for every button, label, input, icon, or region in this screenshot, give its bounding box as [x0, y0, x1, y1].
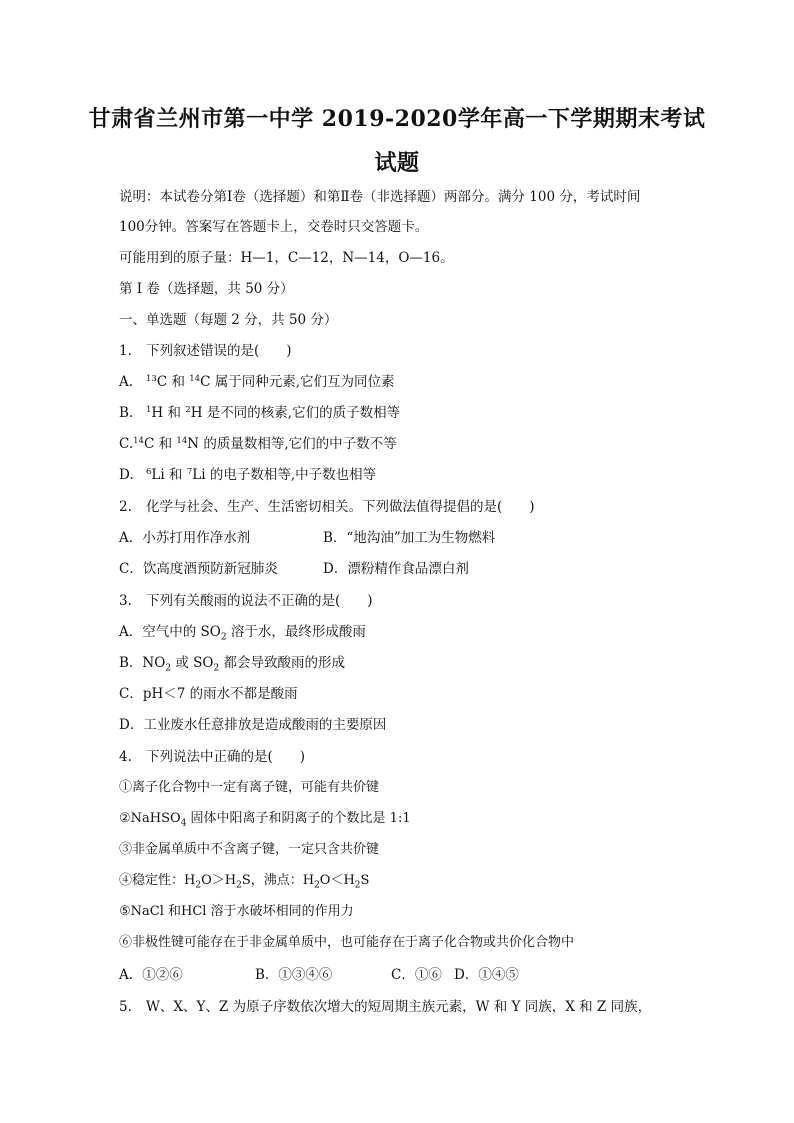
- mass-number: 14: [133, 436, 144, 446]
- atomic-mass-line: 可能用到的原子量：H—1，C—12，N—14，O—16。: [119, 250, 454, 266]
- q1-option-d: [119, 466, 679, 484]
- option-label: B.: [119, 405, 134, 421]
- q3-option-b: [119, 654, 679, 678]
- mass-number: 13: [146, 374, 157, 384]
- statement-text: O＞H: [201, 873, 237, 888]
- intro-line-2: 100分钟。答案写在答题卡上，交卷时只交答题卡。: [119, 219, 429, 235]
- element-symbol: H: [151, 405, 164, 421]
- subscript: 4: [180, 818, 187, 829]
- q4-statement-1: ①离子化合物中一定有离子键，可能有共价键: [119, 780, 380, 795]
- question-stem: 下列有关酸雨的说法不正确的是( ): [146, 593, 373, 609]
- q2-option-a: A．小苏打用作净水剂: [119, 530, 251, 546]
- q3-option-a: [119, 623, 679, 647]
- mass-number: 7: [186, 467, 193, 477]
- element-symbol: C: [200, 374, 211, 390]
- q4-option-c: C．①⑥: [391, 967, 442, 983]
- element-symbol: C: [143, 436, 155, 452]
- q4-statement-2: [119, 810, 679, 833]
- question-5: [119, 998, 679, 1016]
- part1-heading: 第 I 卷（选择题，共 50 分）: [119, 281, 294, 297]
- statement-text: ②NaHSO: [119, 811, 181, 826]
- option-text: 和: [154, 436, 177, 452]
- question-1: [119, 342, 679, 360]
- question-number: 1.: [119, 343, 132, 359]
- q4-statement-4: [119, 872, 679, 895]
- option-text: 或 SO: [171, 655, 214, 671]
- element-symbol: Li: [151, 467, 165, 483]
- q4-option-d: D．①④⑤: [454, 967, 519, 983]
- question-stem: W、X、Y、Z 为原子序数依次增大的短周期主族元素，W 和 Y 同族，X 和 Z 同族，: [146, 999, 652, 1015]
- option-text: A．空气中的 SO: [119, 624, 221, 640]
- statement-text: ④稳定性：H: [119, 873, 196, 888]
- statement-text: S: [360, 873, 370, 888]
- subscript: 2: [220, 632, 227, 643]
- option-text: 属于同种元素,它们互为同位素: [210, 374, 395, 390]
- element-symbol: N: [187, 436, 200, 452]
- option-text: 和: [164, 467, 187, 483]
- option-text: 溶于水，最终形成酸雨: [226, 624, 366, 640]
- option-text: 的电子数相等,中子数也相等: [205, 467, 377, 483]
- q4-statement-6: ⑥非极性键可能存在于非金属单质中，也可能存在于离子化合物或共价化合物中: [119, 935, 575, 950]
- q4-option-b: B．①③④⑥: [255, 967, 333, 983]
- q4-statement-3: ③非金属单质中不含离子键，一定只含共价键: [119, 842, 380, 857]
- question-stem: 下列叙述错误的是( ): [146, 343, 292, 359]
- q2-option-d: D．漂粉精作食品漂白剂: [323, 561, 469, 577]
- exam-title: 甘肃省兰州市第一中学 2019-2020学年高一下学期期末考试: [88, 106, 706, 132]
- element-symbol: C: [156, 374, 168, 390]
- subscript: 2: [213, 663, 220, 674]
- mass-number: 14: [189, 374, 201, 384]
- question-number: 2.: [119, 499, 132, 515]
- q3-option-d: D．工业废水任意排放是造成酸雨的主要原因: [119, 717, 387, 733]
- option-text: 的质量数相等,它们的中子数不等: [199, 436, 397, 452]
- question-stem: 化学与社会、生产、生活密切相关。下列做法值得提倡的是( ): [146, 499, 535, 515]
- option-text: 是不同的核素,它们的质子数相等: [202, 405, 401, 421]
- q1-option-a: [119, 373, 679, 391]
- q2-option-c: C．饮高度酒预防新冠肺炎: [119, 561, 278, 577]
- intro-line-1: 说明：本试卷分第Ⅰ卷（选择题）和第Ⅱ卷（非选择题）两部分。满分 100 分，考试时间: [119, 189, 641, 205]
- question-4: [119, 748, 679, 766]
- statement-text: 固体中阳离子和阴离子的个数比是 1:1: [186, 811, 411, 826]
- mass-number: 2: [185, 405, 191, 415]
- subscript: 2: [354, 880, 361, 891]
- q1-option-b: [119, 404, 679, 422]
- option-text: 和: [163, 405, 186, 421]
- subscript: 2: [314, 880, 320, 891]
- subscript: 2: [195, 880, 202, 891]
- option-label: C.: [119, 436, 134, 452]
- option-label: A.: [119, 374, 134, 390]
- subscript: 2: [165, 663, 172, 674]
- q3-option-c: C．pH＜7 的雨水不都是酸雨: [119, 686, 298, 702]
- statement-text: S，沸点：H: [241, 873, 315, 888]
- mass-number: 1: [146, 405, 152, 415]
- option-text: 和: [167, 374, 190, 390]
- mass-number: 6: [146, 467, 152, 477]
- element-symbol: H: [190, 405, 203, 421]
- statement-text: O＜H: [319, 873, 355, 888]
- q4-option-a: A．①②⑥: [119, 967, 183, 983]
- question-number: 3.: [119, 593, 132, 609]
- q4-statement-5: ⑤NaCl 和HCl 溶于水破坏相同的作用力: [119, 904, 354, 919]
- question-stem: 下列说法中正确的是( ): [146, 749, 306, 765]
- option-text: 都会导致酸雨的形成: [219, 655, 345, 671]
- question-number: 5.: [119, 999, 132, 1015]
- option-text: B．NO: [119, 655, 166, 671]
- option-label: D.: [119, 467, 134, 483]
- question-number: 4.: [119, 749, 132, 765]
- single-choice-heading: 一、单选题（每题 2 分，共 50 分）: [119, 312, 338, 328]
- element-symbol: Li: [192, 467, 206, 483]
- q2-option-b: B．“地沟油”加工为生物燃料: [323, 530, 496, 546]
- question-2: [119, 498, 679, 516]
- subscript: 2: [236, 880, 242, 891]
- exam-title-line2: 试题: [374, 150, 420, 176]
- question-3: [119, 592, 679, 610]
- mass-number: 14: [176, 436, 188, 446]
- q1-option-c: [119, 435, 679, 453]
